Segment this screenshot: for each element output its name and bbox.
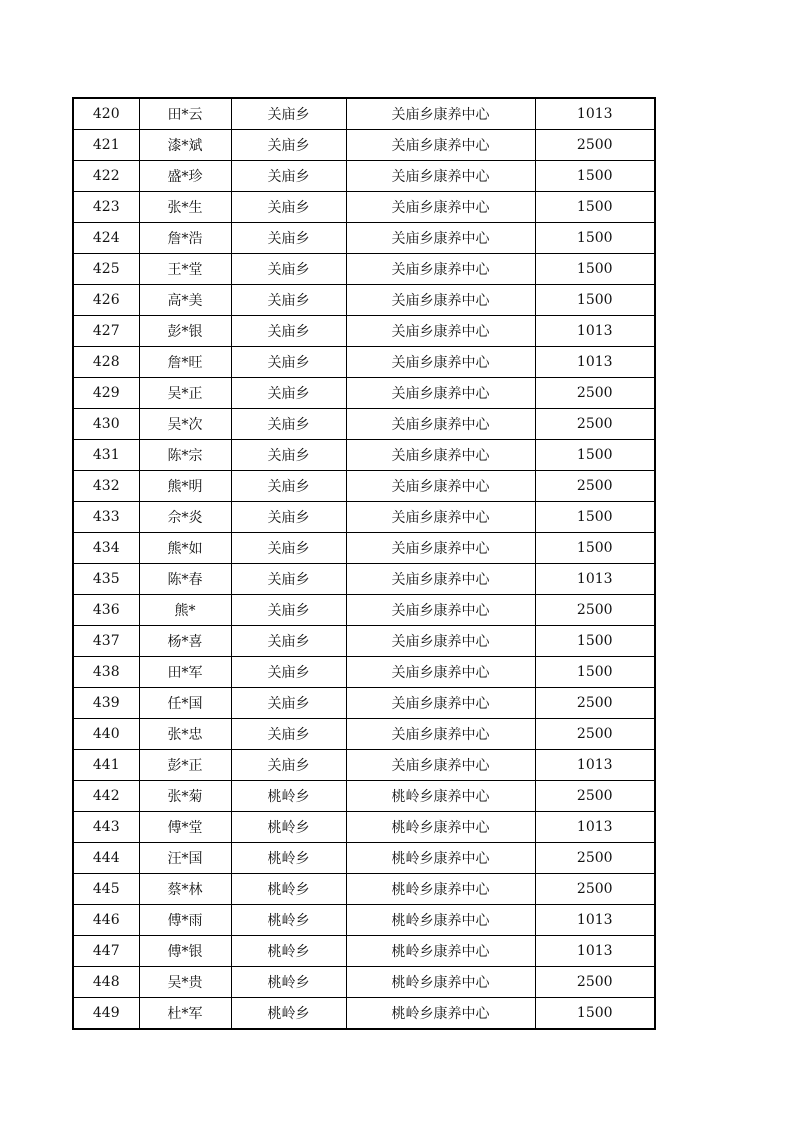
name-cell: 蔡*林 [139,874,231,905]
name-cell: 盛*珍 [139,161,231,192]
table-row [73,626,655,657]
name-cell: 彭*银 [139,316,231,347]
row-number-cell: 425 [73,254,139,285]
township-cell: 关庙乡 [231,688,346,719]
amount-cell: 2500 [535,130,655,161]
township-cell: 关庙乡 [231,409,346,440]
table-row [73,564,655,595]
care-center-cell: 关庙乡康养中心 [346,595,535,626]
township-cell: 桃岭乡 [231,998,346,1030]
name-cell: 田*云 [139,98,231,130]
amount-cell: 2500 [535,471,655,502]
care-center-cell: 关庙乡康养中心 [346,533,535,564]
table-row [73,998,655,1030]
row-number-cell: 421 [73,130,139,161]
name-cell: 张*菊 [139,781,231,812]
township-cell: 关庙乡 [231,533,346,564]
row-number-cell: 445 [73,874,139,905]
table-row [73,378,655,409]
amount-cell: 2500 [535,378,655,409]
table-row [73,533,655,564]
township-cell: 关庙乡 [231,719,346,750]
amount-cell: 1500 [535,502,655,533]
care-center-cell: 桃岭乡康养中心 [346,998,535,1030]
table-row [73,905,655,936]
table-row [73,223,655,254]
amount-cell: 1013 [535,936,655,967]
row-number-cell: 442 [73,781,139,812]
name-cell: 詹*浩 [139,223,231,254]
care-center-cell: 关庙乡康养中心 [346,719,535,750]
table-row [73,874,655,905]
township-cell: 关庙乡 [231,750,346,781]
table-row [73,967,655,998]
name-cell: 王*堂 [139,254,231,285]
table-row [73,502,655,533]
table-row [73,440,655,471]
table-row [73,254,655,285]
township-cell: 关庙乡 [231,347,346,378]
care-center-cell: 关庙乡康养中心 [346,254,535,285]
table-row [73,781,655,812]
amount-cell: 1013 [535,564,655,595]
name-cell: 吴*贵 [139,967,231,998]
name-cell: 詹*旺 [139,347,231,378]
name-cell: 任*国 [139,688,231,719]
amount-cell: 1500 [535,998,655,1030]
table-row [73,657,655,688]
name-cell: 彭*正 [139,750,231,781]
amount-cell: 1013 [535,347,655,378]
table-row [73,471,655,502]
name-cell: 杜*军 [139,998,231,1030]
row-number-cell: 433 [73,502,139,533]
table-row [73,936,655,967]
row-number-cell: 434 [73,533,139,564]
township-cell: 关庙乡 [231,378,346,409]
township-cell: 桃岭乡 [231,936,346,967]
care-center-cell: 桃岭乡康养中心 [346,843,535,874]
row-number-cell: 437 [73,626,139,657]
amount-cell: 2500 [535,874,655,905]
amount-cell: 1500 [535,440,655,471]
amount-cell: 1500 [535,533,655,564]
township-cell: 关庙乡 [231,471,346,502]
row-number-cell: 426 [73,285,139,316]
row-number-cell: 424 [73,223,139,254]
amount-cell: 2500 [535,843,655,874]
row-number-cell: 428 [73,347,139,378]
care-center-cell: 桃岭乡康养中心 [346,905,535,936]
row-number-cell: 431 [73,440,139,471]
township-cell: 桃岭乡 [231,905,346,936]
township-cell: 关庙乡 [231,98,346,130]
table-row [73,285,655,316]
table-row [73,130,655,161]
amount-cell: 1500 [535,161,655,192]
row-number-cell: 435 [73,564,139,595]
care-center-cell: 关庙乡康养中心 [346,347,535,378]
care-center-cell: 桃岭乡康养中心 [346,874,535,905]
care-center-cell: 桃岭乡康养中心 [346,812,535,843]
amount-cell: 2500 [535,688,655,719]
row-number-cell: 420 [73,98,139,130]
table-row [73,750,655,781]
name-cell: 吴*正 [139,378,231,409]
table-row [73,409,655,440]
township-cell: 关庙乡 [231,626,346,657]
care-center-cell: 关庙乡康养中心 [346,130,535,161]
name-cell: 陈*春 [139,564,231,595]
care-center-cell: 关庙乡康养中心 [346,440,535,471]
amount-cell: 1500 [535,657,655,688]
name-cell: 傅*雨 [139,905,231,936]
amount-cell: 2500 [535,409,655,440]
township-cell: 关庙乡 [231,161,346,192]
amount-cell: 1500 [535,254,655,285]
table-row [73,812,655,843]
row-number-cell: 438 [73,657,139,688]
name-cell: 佘*炎 [139,502,231,533]
care-center-cell: 桃岭乡康养中心 [346,781,535,812]
care-center-cell: 关庙乡康养中心 [346,223,535,254]
row-number-cell: 441 [73,750,139,781]
row-number-cell: 423 [73,192,139,223]
care-center-cell: 关庙乡康养中心 [346,564,535,595]
table-row [73,316,655,347]
amount-cell: 2500 [535,781,655,812]
care-center-cell: 关庙乡康养中心 [346,161,535,192]
name-cell: 熊* [139,595,231,626]
township-cell: 关庙乡 [231,285,346,316]
row-number-cell: 446 [73,905,139,936]
township-cell: 关庙乡 [231,192,346,223]
amount-cell: 1500 [535,192,655,223]
township-cell: 桃岭乡 [231,812,346,843]
amount-cell: 1500 [535,223,655,254]
township-cell: 关庙乡 [231,657,346,688]
township-cell: 关庙乡 [231,254,346,285]
row-number-cell: 443 [73,812,139,843]
amount-cell: 2500 [535,719,655,750]
amount-cell: 1013 [535,98,655,130]
township-cell: 关庙乡 [231,223,346,254]
care-center-cell: 关庙乡康养中心 [346,378,535,409]
care-center-cell: 关庙乡康养中心 [346,750,535,781]
row-number-cell: 447 [73,936,139,967]
township-cell: 关庙乡 [231,595,346,626]
row-number-cell: 436 [73,595,139,626]
row-number-cell: 440 [73,719,139,750]
row-number-cell: 422 [73,161,139,192]
amount-cell: 1013 [535,750,655,781]
data-table [72,97,656,1030]
care-center-cell: 桃岭乡康养中心 [346,967,535,998]
table-body [73,98,655,1029]
name-cell: 傅*银 [139,936,231,967]
name-cell: 漆*斌 [139,130,231,161]
row-number-cell: 449 [73,998,139,1030]
care-center-cell: 关庙乡康养中心 [346,688,535,719]
amount-cell: 1500 [535,285,655,316]
name-cell: 傅*堂 [139,812,231,843]
amount-cell: 1013 [535,316,655,347]
name-cell: 吴*次 [139,409,231,440]
row-number-cell: 430 [73,409,139,440]
care-center-cell: 关庙乡康养中心 [346,657,535,688]
table-row [73,347,655,378]
township-cell: 关庙乡 [231,440,346,471]
row-number-cell: 427 [73,316,139,347]
row-number-cell: 439 [73,688,139,719]
row-number-cell: 444 [73,843,139,874]
table-row [73,192,655,223]
township-cell: 关庙乡 [231,130,346,161]
name-cell: 熊*如 [139,533,231,564]
township-cell: 关庙乡 [231,564,346,595]
table-row [73,98,655,130]
township-cell: 关庙乡 [231,502,346,533]
name-cell: 张*生 [139,192,231,223]
amount-cell: 1013 [535,905,655,936]
care-center-cell: 关庙乡康养中心 [346,98,535,130]
table-row [73,161,655,192]
care-center-cell: 关庙乡康养中心 [346,285,535,316]
name-cell: 熊*明 [139,471,231,502]
name-cell: 高*美 [139,285,231,316]
care-center-cell: 关庙乡康养中心 [346,192,535,223]
care-center-cell: 桃岭乡康养中心 [346,936,535,967]
township-cell: 桃岭乡 [231,874,346,905]
amount-cell: 1500 [535,626,655,657]
table-row [73,843,655,874]
table-row [73,719,655,750]
care-center-cell: 关庙乡康养中心 [346,409,535,440]
name-cell: 张*忠 [139,719,231,750]
table-row [73,595,655,626]
name-cell: 汪*国 [139,843,231,874]
amount-cell: 1013 [535,812,655,843]
name-cell: 陈*宗 [139,440,231,471]
township-cell: 桃岭乡 [231,967,346,998]
row-number-cell: 429 [73,378,139,409]
row-number-cell: 432 [73,471,139,502]
table-row [73,688,655,719]
row-number-cell: 448 [73,967,139,998]
name-cell: 杨*喜 [139,626,231,657]
name-cell: 田*军 [139,657,231,688]
care-center-cell: 关庙乡康养中心 [346,626,535,657]
amount-cell: 2500 [535,967,655,998]
township-cell: 关庙乡 [231,316,346,347]
care-center-cell: 关庙乡康养中心 [346,471,535,502]
amount-cell: 2500 [535,595,655,626]
care-center-cell: 关庙乡康养中心 [346,316,535,347]
township-cell: 桃岭乡 [231,781,346,812]
township-cell: 桃岭乡 [231,843,346,874]
care-center-cell: 关庙乡康养中心 [346,502,535,533]
